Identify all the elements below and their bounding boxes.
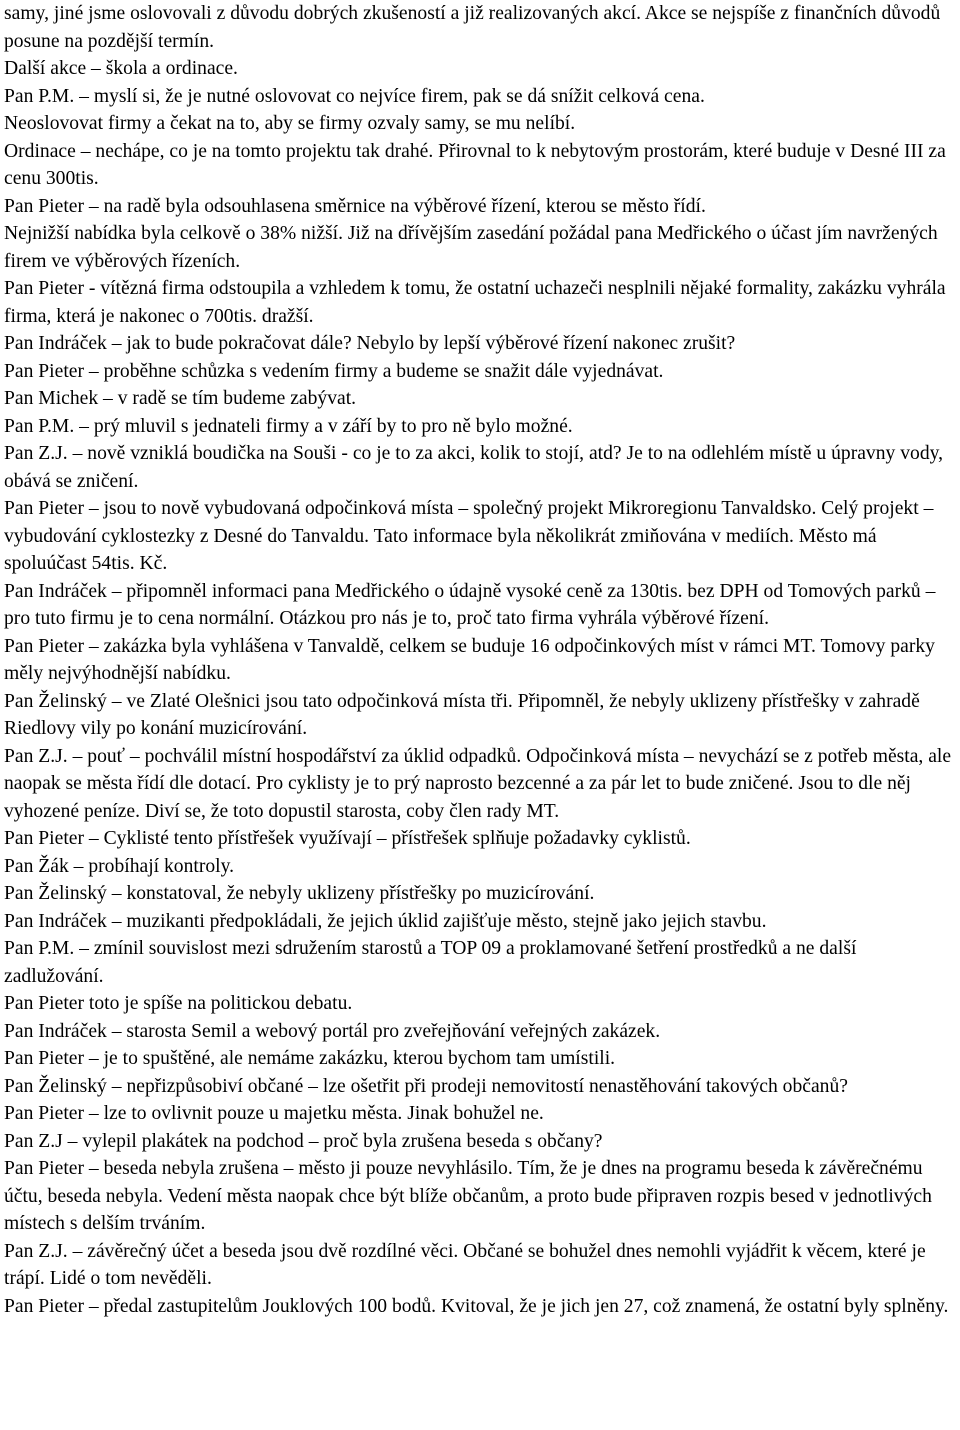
paragraph: Pan P.M. – prý mluvil s jednateli firmy a v září by to pro ně bylo možné. [4,415,573,437]
paragraph: Pan Z.J. – pouť – pochválil místní hospodářství za úklid odpadků. Odpočinková místa – nevychází se z potřeb města, ale naopak se města řídí dle dotací. Pro cyklisty je to prý naprosto bezcenné a za pár let to bude zničené. Jsou to dle něj vyhozené peníze. Diví se, že toto dopustil starosta, coby člen rady MT. [4,745,952,822]
paragraph: Pan Želinský – konstatoval, že nebyly uklizeny přístřešky po muzicírování. [4,883,595,904]
paragraph: Pan Pieter – beseda nebyla zrušena – město ji pouze nevyhlásilo. Tím, že je dnes na programu beseda k závěrečnému účtu, beseda nebyla. Vedení města naopak chce být blíže občanům, a proto bude připraven rozpis besed v jednotlivých místech s delším trváním. [4,1158,932,1234]
paragraph: Ordinace – nechápe, co je na tomto projektu tak drahé. Přirovnal to k nebytovým prostorám, které buduje v Desné III za cenu 300tis. [4,140,946,189]
paragraph: Pan Indráček – připomněl informaci pana Medřického o údajně vysoké ceně za 130tis. bez DPH od Tomových parků – pro tuto firmu je to cena normální. Otázkou pro nás je to, proč tato firma vyhrála výběrové řízení. [4,580,936,629]
paragraph: Pan Indráček – jak to bude pokračovat dále? Nebylo by lepší výběrové řízení nakonec zrušit? [4,333,736,354]
paragraph: Pan Pieter – předal zastupitelům Jouklových 100 bodů. Kvitoval, že je jich jen 27, což znamená, že ostatní byly splněny. [4,1295,949,1317]
paragraph: Další akce – škola a ordinace. [4,58,238,79]
paragraph: Pan Želinský – ve Zlaté Olešnici jsou tato odpočinková místa tři. Připomněl, že nebyly uklizeny přístřešky v zahradě Riedlovy vily po konání muzicírování. [4,690,920,739]
paragraph: Pan Želinský – nepřizpůsobiví občané – lze ošetřit při prodeji nemovitostí nenastěhování takových občanů? [4,1075,848,1097]
paragraph: Pan Pieter – na radě byla odsouhlasena směrnice na výběrové řízení, kterou se město řídí. [4,195,706,217]
paragraph: Pan P.M. – myslí si, že je nutné oslovovat co nejvíce firem, pak se dá snížit celková cena. [4,85,705,107]
paragraph: Pan Michek – v radě se tím budeme zabývat. [4,388,357,409]
paragraph: samy, jiné jsme oslovovali z důvodu dobrých zkušeností a již realizovaných akcí. Akce se nejspíše z finančních důvodů posune na pozdější termín. [4,3,941,52]
paragraph: Pan Pieter – proběhne schůzka s vedením firmy a budeme se snažit dále vyjednávat. [4,360,664,382]
paragraph: Nejnižší nabídka byla celkově o 38% nižší. Již na dřívějším zasedání požádal pana Medřického o účast jím navržených firem ve výběrových řízeních. [4,223,938,272]
paragraph: Pan Z.J. – nově vzniklá boudička na Souši - co je to za akci, kolik to stojí, atd? Je to na odlehlém místě u úpravny vody, obává se zničení. [4,443,944,492]
paragraph: Pan Pieter toto je spíše na politickou debatu. [4,993,353,1014]
paragraph: Pan Žák – probíhají kontroly. [4,855,235,877]
paragraph: Pan Pieter – Cyklisté tento přístřešek využívají – přístřešek splňuje požadavky cyklistů. [4,828,691,849]
paragraph: Pan Pieter – zakázka byla vyhlášena v Tanvaldě, celkem se buduje 16 odpočinkových míst v rámci MT. Tomovy parky měly nejvýhodnější nabídku. [4,635,935,684]
paragraph: Pan Z.J – vylepil plakátek na podchod – proč byla zrušena beseda s občany? [4,1130,603,1152]
paragraph: Pan Indráček – starosta Semil a webový portál pro zveřejňování veřejných zakázek. [4,1020,661,1042]
paragraph: Pan Pieter – lze to ovlivnit pouze u majetku města. Jinak bohužel ne. [4,1103,544,1124]
paragraph: Pan Z.J. – závěrečný účet a beseda jsou dvě rozdílné věci. Občané se bohužel dnes nemohli vyjádřit k věcem, které je trápí. Lidé o tom nevěděli. [4,1240,926,1289]
paragraph: Pan Pieter - vítězná firma odstoupila a vzhledem k tomu, že ostatní uchazeči nesplnili nějaké formality, zakázku vyhrála firma, která je nakonec o 700tis. dražší. [4,278,946,327]
paragraph: Pan P.M. – zmínil souvislost mezi sdružením starostů a TOP 09 a proklamované šetření prostředků a ne další zadlužování. [4,938,857,987]
paragraph: Neoslovovat firmy a čekat na to, aby se firmy ozvaly samy, se mu nelíbí. [4,113,576,134]
paragraph: Pan Pieter – jsou to nově vybudovaná odpočinková místa – společný projekt Mikroregionu Tanvaldsko. Celý projekt – vybudování cyklostezky z Desné do Tanvaldu. Tato informace byla několikrát zmiňována v mediích. Město má spoluúčast 54tis. Kč. [4,498,934,574]
paragraph: Pan Pieter – je to spuštěné, ale nemáme zakázku, kterou bychom tam umístili. [4,1048,616,1069]
paragraph: Pan Indráček – muzikanti předpokládali, že jejich úklid zajišťuje město, stejně jako jejich stavbu. [4,910,767,932]
